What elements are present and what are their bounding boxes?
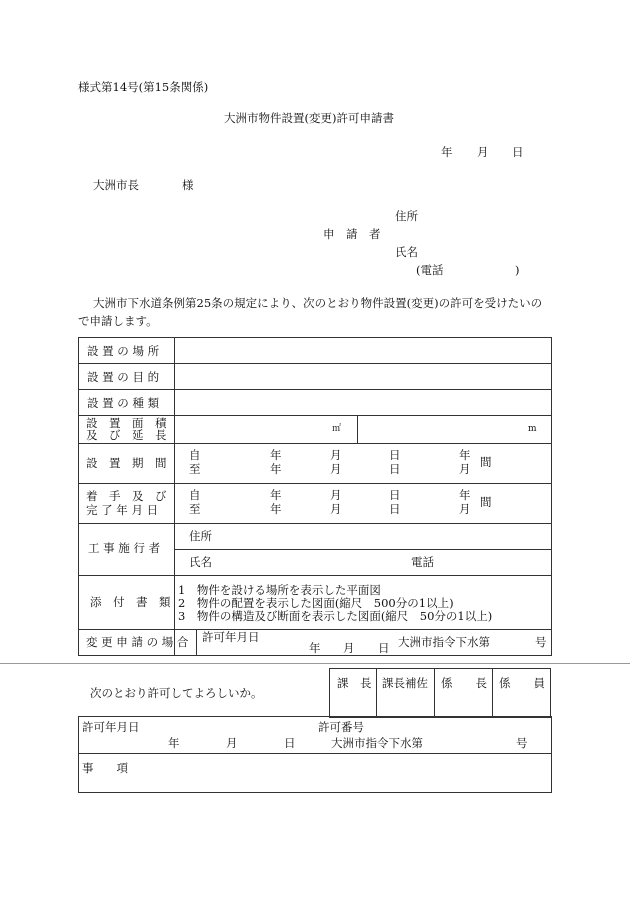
start-to: 至 [189, 502, 201, 516]
start-end-label-line2: 完 了 年 月 日 [86, 503, 159, 517]
permit-go: 号 [516, 736, 528, 750]
start-kan: 間 [480, 495, 492, 509]
change-year: 年 [309, 641, 321, 655]
form-number: 様式第14号(第15条関係) [78, 80, 209, 94]
type-label: 設 置 の 種 類 [87, 396, 160, 410]
period-label: 設 置 期 間 [86, 456, 167, 470]
addressee-honorific: 様 [182, 178, 194, 192]
stamp-staff: 係 員 [499, 676, 545, 690]
period-kan: 間 [480, 455, 492, 469]
start-to-year: 年 [270, 502, 282, 516]
addressee-name: 大洲市長 [93, 178, 139, 192]
start-from-year-2: 年 [459, 488, 471, 502]
attachment-1: 1 物件を設ける場所を表示した平面図 [178, 583, 381, 597]
applicant-address-label: 住所 [395, 209, 418, 223]
period-from-month: 月 [330, 448, 342, 462]
stamp-section-chief: 課 長 [337, 676, 372, 690]
contractor-name-label: 氏名 [189, 555, 212, 569]
period-to-year: 年 [270, 462, 282, 476]
attachment-2: 2 物件の配置を表示した図面(縮尺 500分の1以上) [178, 596, 454, 610]
contractor-label: 工 事 施 行 者 [88, 541, 161, 555]
period-to-month: 月 [330, 462, 342, 476]
contractor-phone-label: 電話 [411, 555, 434, 569]
stamp-subsection-chief: 係 長 [441, 676, 487, 690]
permit-table [78, 716, 552, 793]
start-to-day: 日 [389, 502, 401, 516]
period-to-month-2: 月 [459, 462, 471, 476]
area-unit: ㎡ [332, 424, 342, 434]
start-from: 自 [189, 488, 201, 502]
period-from-day: 日 [389, 448, 401, 462]
start-from-day: 日 [389, 488, 401, 502]
page-title: 大洲市物件設置(変更)許可申請書 [224, 111, 394, 125]
area-label-line1: 設 置 面 積 [86, 416, 167, 430]
date-day: 日 [512, 145, 524, 159]
permit-day: 日 [284, 736, 296, 750]
period-from-year: 年 [270, 448, 282, 462]
period-from-year-2: 年 [459, 448, 471, 462]
date-month: 月 [477, 145, 489, 159]
start-end-label-line1: 着 手 及 び [86, 489, 167, 503]
start-to-month-2: 月 [459, 502, 471, 516]
change-permit-date-label: 許可年月日 [202, 630, 260, 644]
change-day: 日 [378, 641, 390, 655]
length-unit: m [528, 424, 537, 434]
contractor-address-label: 住所 [189, 529, 212, 543]
start-to-month: 月 [330, 502, 342, 516]
area-label-line2: 及 び 延 長 [86, 428, 167, 442]
approval-question: 次のとおり許可してよろしいか。 [90, 686, 263, 700]
change-permit-prefix: 大洲市指令下水第 [398, 635, 490, 649]
attachments-label: 添 付 書 類 [90, 595, 171, 609]
purpose-label: 設 置 の 目 的 [87, 370, 160, 384]
applicant-name-label: 氏名 [395, 245, 418, 259]
intro-line-1: 大洲市下水道条例第25条の規定により、次のとおり物件設置(変更)の許可を受けたいの [93, 296, 543, 310]
intro-line-2: で申請します。 [78, 314, 158, 328]
attachment-3: 3 物件の構造及び断面を表示した図面(縮尺 50分の1以上) [178, 609, 493, 623]
applicant-phone-close: ) [515, 263, 520, 277]
applicant-role-label: 申 請 者 [323, 227, 381, 241]
permit-number-prefix: 大洲市指令下水第 [331, 736, 423, 750]
period-from: 自 [189, 448, 201, 462]
change-month: 月 [343, 641, 355, 655]
stamp-deputy-chief: 課長補佐 [382, 676, 428, 690]
permit-year: 年 [168, 736, 180, 750]
date-year: 年 [441, 145, 453, 159]
permit-matters-label: 事 項 [82, 761, 128, 775]
permit-month: 月 [226, 736, 238, 750]
start-from-month: 月 [330, 488, 342, 502]
applicant-phone-open: (電話 [416, 263, 444, 277]
period-to-day: 日 [389, 462, 401, 476]
permit-number-label: 許可番号 [318, 720, 364, 734]
location-label: 設 置 の 場 所 [87, 344, 160, 358]
change-label: 変 更 申 請 の 場 合 [86, 635, 189, 649]
permit-date-label: 許可年月日 [82, 720, 140, 734]
period-to: 至 [189, 462, 201, 476]
start-from-year: 年 [270, 488, 282, 502]
change-go: 号 [535, 635, 547, 649]
